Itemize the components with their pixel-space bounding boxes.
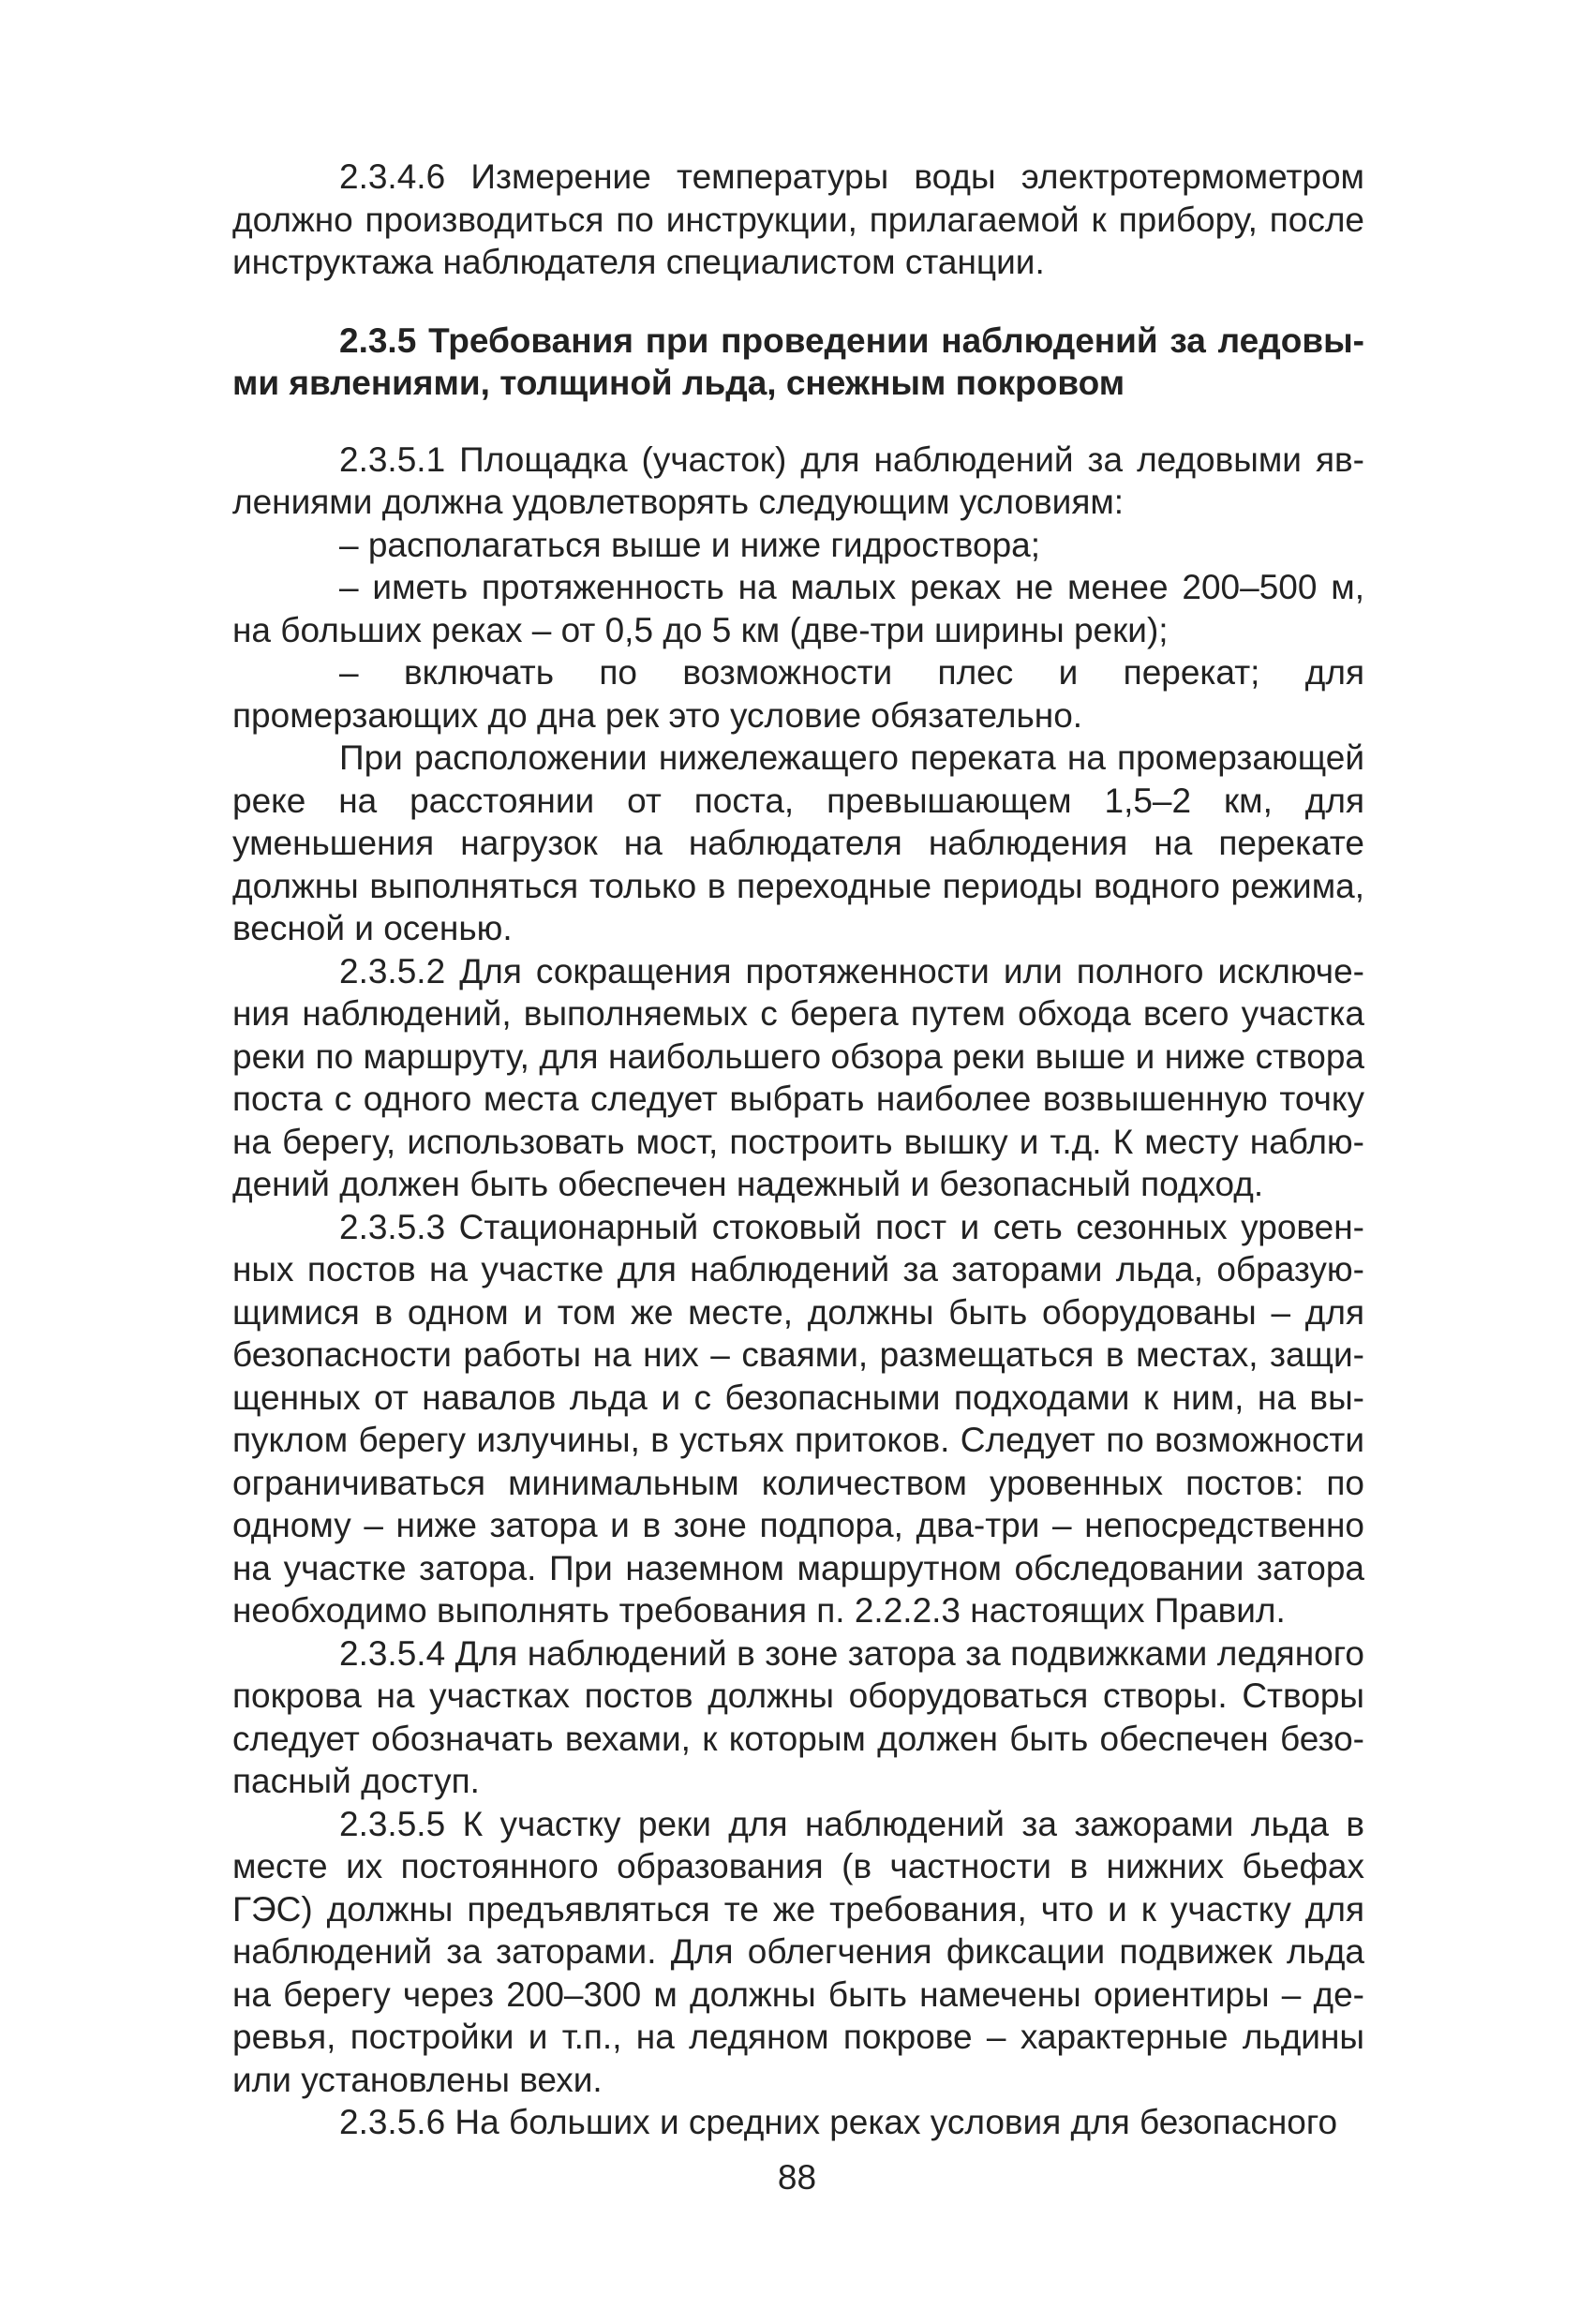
document-page (232, 156, 1364, 2144)
list-item: – иметь протяженность на малых реках не менее 200–500 м, на больших реках – от 0,5 до 5 км (две-три ширины реки); (232, 568, 1364, 649)
paragraph-2-3-5-5: 2.3.5.5 К участку реки для наблюдений за зажорами льда в месте их постоянного образования (в частности в нижних бьефах ГЭС) должны предъявляться те же требования, что и к участку для наблюдений за заторами. Для облегчения фиксации подвижек льда на берегу через 200–300 м должны быть намечены ориентиры – деревья, постройки и т.п., на ледяном покрове – характерные льдины или установлены вехи. (232, 1804, 1364, 2099)
paragraph-2-3-5-1: 2.3.5.1 Площадка (участок) для наблюдений за ледовыми явлениями должна удовлетворять следующим условиям: (232, 439, 1364, 521)
paragraph-2-3-4-6: 2.3.4.6 Измерение температуры воды электротермометром должно производиться по инструкции, прилагаемой к прибору, после инструктажа наблюдателя специалистом станции. (232, 157, 1364, 281)
paragraph-2-3-5-4: 2.3.5.4 Для наблюдений в зоне затора за подвижками ледяного покрова на участках постов должны оборудоваться створы. Створы следует обозначать вехами, к которым должен быть обеспечен безопасный доступ. (232, 1633, 1364, 1800)
section-heading-2-3-5: 2.3.5 Требования при проведении наблюдений за ледовыми явлениями, толщиной льда, снежным покровом (232, 320, 1364, 402)
paragraph-location: При расположении нижележащего переката на промерзающей реке на расстоянии от поста, превышающем 1,5–2 км, для уменьшения нагрузок на наблюдателя наблюдения на перекате должны выполняться только в переходные периоды водного режима, весной и осенью. (232, 738, 1364, 947)
list-item: – включать по возможности плес и перекат; для промерзающих до дна рек это условие обязательно. (232, 653, 1364, 735)
paragraph-2-3-5-6: 2.3.5.6 На больших и средних реках условия для безопасного (339, 2103, 1338, 2141)
paragraph-2-3-5-2: 2.3.5.2 Для сокращения протяженности или полного исключения наблюдений, выполняемых с берега путем обхода всего участка реки по маршруту, для наибольшего обзора реки выше и ниже створа поста с одного места следует выбрать наиболее возвышенную точку на берегу, использовать мост, построить вышку и т.д. К месту наблюдений должен быть обеспечен надежный и безопасный подход. (232, 951, 1364, 1203)
page-number: 88 (777, 2158, 817, 2197)
paragraph-2-3-5-3: 2.3.5.3 Стационарный стоковый пост и сеть сезонных уровенных постов на участке для наблюдений за заторами льда, образующимися в одном и том же месте, должны быть оборудованы – для безопасности работы на них – сваями, размещаться в местах, защищенных от навалов льда и с безопасными подходами к ним, на выпуклом берегу излучины, в устьях притоков. Следует по возможности ограничиваться минимальным количеством уровенных постов: по одному – ниже затора и в зоне подпора, два-три – непосредственно на участке затора. При наземном маршрутном обследовании затора необходимо выполнять требования п. 2.2.2.3 настоящих Правил. (232, 1207, 1364, 1630)
list-item: – располагаться выше и ниже гидроствора; (339, 525, 1041, 564)
